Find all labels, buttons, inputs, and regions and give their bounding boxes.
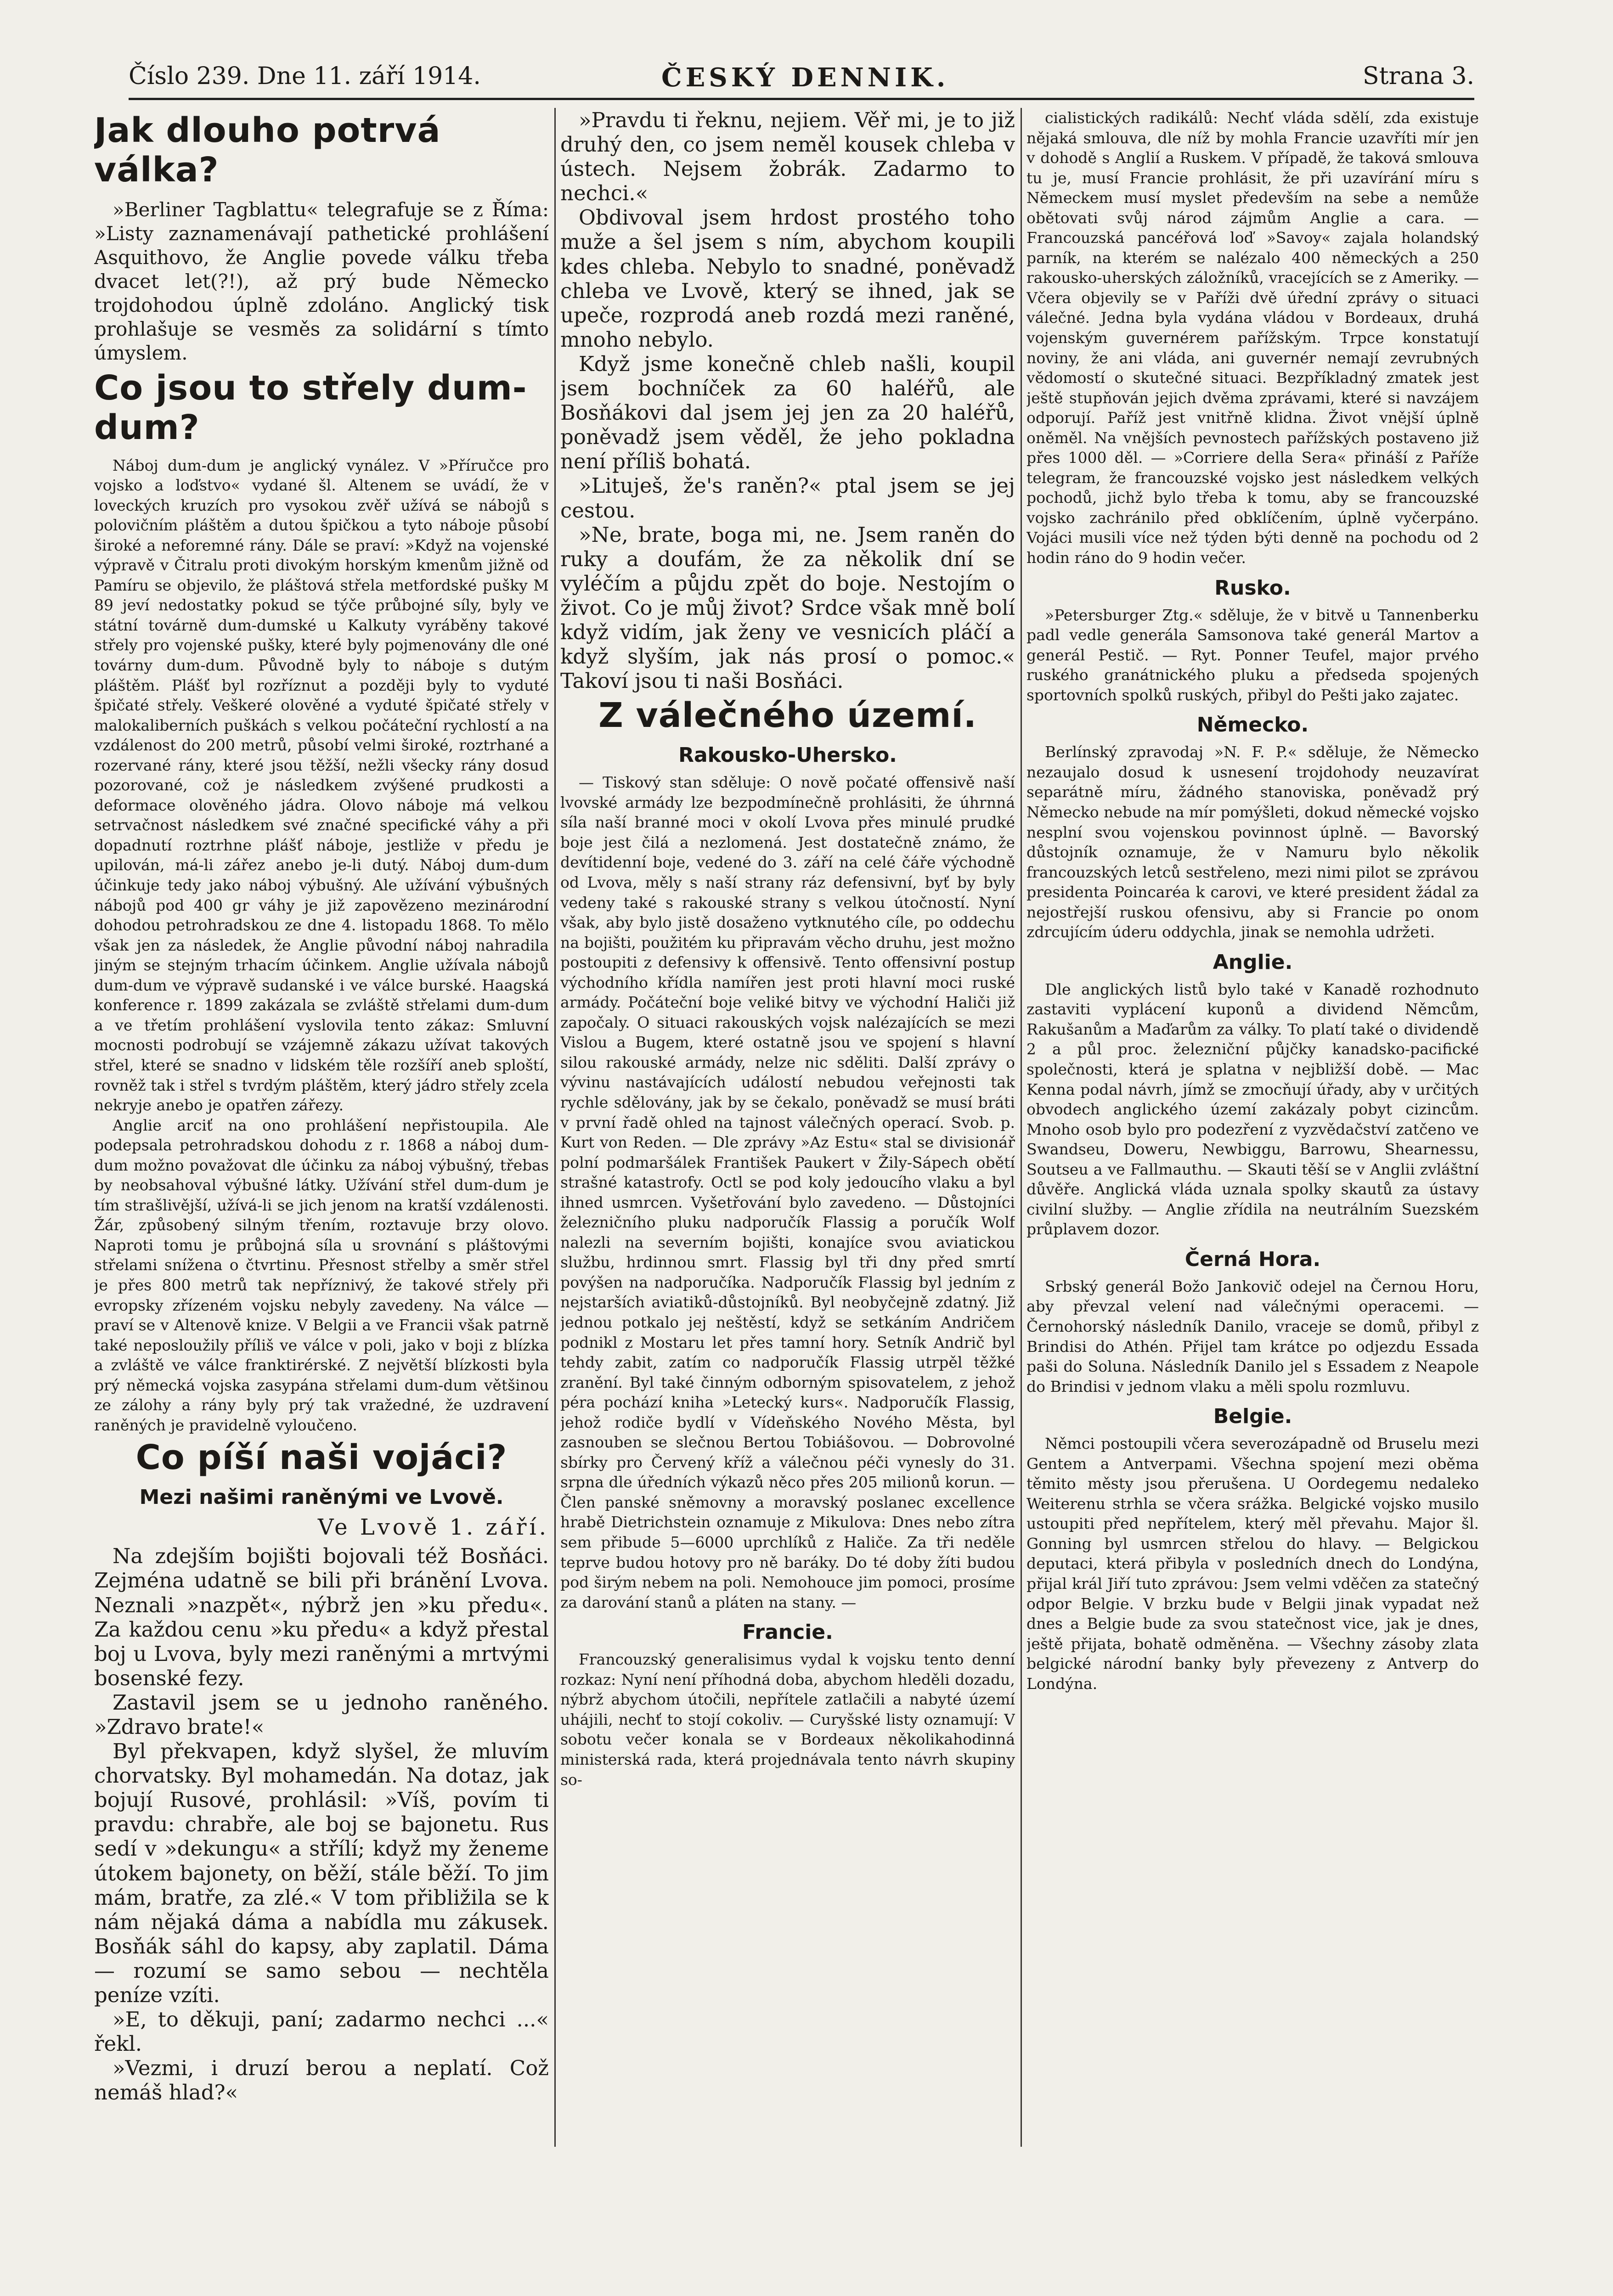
subheadline-england: Anglie. (1213, 950, 1293, 974)
article-paragraph: »E, to děkuji, paní; zadarmo nechci ...« řekl. (94, 2007, 549, 2056)
masthead (129, 54, 1474, 100)
article-paragraph: »Ne, brate, boga mi, ne. Jsem raněn do ruky a doufám, že za několik dní se vyléčím a půjdu zpět do boje. Nestojím o život. Co je můj život? Srdce však mně bolí když vidím, jak ženy ve vesnicích pláčí a když slyším, jak nás prosí o pomoc.« Takoví jsou ti naši Bosňáci. (560, 522, 1015, 693)
article-paragraph: Když jsme konečně chleb našli, koupil jsem bochníček za 60 haléřů, ale Bosňákovi dal jsem jej jen za 20 haléřů, poněvadž jsem věděl, že jeho pokladna není příliš bohatá. (560, 351, 1015, 474)
article-paragraph: Němci postoupili včera severozápadně od Bruselu mezi Gentem a Antverpami. Všechna spojení mezi oběma těmito městy jsou přerušena. U Oordegemu nedaleko Weiterenu strhla se včera srážka. Belgické vojsko musilo ustoupiti před nepřítelem, který měl převahu. Major šl. Gonning byl usmrcen střelou do hlavy. — Belgickou deputaci, která přibyla v posledních dnech do Londýna, přijal král Jiří tuto zprávou: Jsem velmi vděčen za statečný odpor Belgie. V brzku bude v Belgii jinak vypadat než dnes a Belgie bude za svou statečnost vice, jak je dnes, ještě přijata, bohatě odměněna. — Všechny zásoby zlata belgické národní banky byly převezeny z Antverp do Londýna. (1026, 1435, 1479, 1693)
article-paragraph: »Vezmi, i druzí berou a neplatí. Což nemáš hlad?« (94, 2056, 549, 2105)
subheadline-lvov: Mezi našimi raněnými ve Lvově. (139, 1486, 504, 1509)
article-paragraph: »Petersburger Ztg.« sděluje, že v bitvě u Tannenberku padl vedle generála Samsonova také generál Martov a generál Pestič. — Ryt. Ponner Teufel, major prvého ruského granátnického pluku a předseda spojených sportovních spolků ruských, přibyl do Pešti jako zajatec. (1026, 606, 1479, 704)
page-number: Strana 3. (1362, 62, 1474, 90)
issue-info: Číslo 239. Dne 11. září 1914. (129, 62, 481, 90)
column-3 (1026, 108, 1479, 2151)
article-paragraph: Zastavil jsem se u jednoho raněného. »Zdravo brate!« (94, 1690, 549, 1739)
column-1 (94, 108, 549, 2151)
column-rule (1021, 108, 1022, 2147)
article-paragraph: Náboj dum-dum je anglický vynález. V »Příručce pro vojsko a loďstvo« vydané šl. Altenem se uvádí, že v loveckých kruzích pro vysokou zvěř užívá se nábojů s polovičním pláštěm a dutou špičkou a tyto náboje působí široké a neforemné rány. Dále se praví: »Když na vojenské výpravě v Čitralu proti divokým horským kmenům jižně od Pamíru se objevilo, že pláštová střela metfordské pušky M 89 jeví nedostatky pokud se týče průbojné síly, byly ve státní továrně dum-dumské u Kalkuty vyráběny takové střely pro vojenské pušky, které byly pojmenovány dle oné továrny dum-dum. Původně byly to náboje s dutým pláštěm. Plášť byl rozříznut a později byly to vyduté špičaté střely. Veškeré olověné a vyduté špičaté střely v malokaliberních puškách s velkou počáteční rychlostí a na vzdálenost do 200 metrů, působí velmi široké, roztrhané a rozervané rány, které jsou těžší, nežli všecky rány dosud pozorované, což je následkem zvýšené prudkosti a deformace olověného jádra. Olovo náboje má velkou setrvačnost následkem své značné specifické váhy a při dopadnutí roztrhne plášť náboje, jestliže v předu je upilován, má-li zářez anebo je-li dutý. Náboj dum-dum účinkuje tedy jako náboj výbušný. Ale užívání výbušných nábojů pod 400 gr váhy je již zapovězeno mezinárodní dohodou petrohradskou ze dne 4. listopadu 1868. To mělo však jen za následek, že Anglie původní náboj nahradila jiným se stejným trhacím účinkem. Anglie užívala nábojů dum-dum ve výpravě sudanské i ve válce burské. Haagská konference r. 1899 zakázala se zvláště střelami dum-dum a ve třetím prohlášení vyslovila tento zákaz: Smluvní mocnosti podrobují se vzájemně zákazu užívat takových střel, které se snadno v lidském těle rozšíří aneb sploští, rovněž tak i střel s tvrdým pláštěm, který jádro střely zcela nekryje anebo je opatřen zářezy. (94, 456, 549, 1114)
column-rule (554, 108, 556, 2147)
article-paragraph: — Tiskový stan sděluje: O nově počaté offensivě naší lvovské armády lze bezpodmínečně prohlásiti, že úhrnná síla naší branné moci v okolí Lvova přes minulé prudké boje jest čilá a nezlomená. Jest dostatečně známo, že devítidenní boje, vedené do 3. září na celé čáře východně od Lvova, měly s naší strany ráz defensivní, byť by byly vedeny také s rakouské strany s velkou útočností. Nyní však, aby bylo jistě dosaženo vytknutého cíle, po oddechu na bojišti, použitém ku připravám věcho druhu, jest možno postoupiti z defensivy k offensivě. Tento offensivní postup východního křídla namířen jest proti hlavní moci ruské armády. Počáteční boje veliké bitvy ve východní Haliči již započaly. O situaci rakouských vojsk nalézajících se mezi Vislou a Bugem, které ostatně jsou ve spojení s hlavní silou rakouské armády, nelze nic sděliti. Další zprávy o vývinu nastávajících událostí nebudou veřejnosti tak rychle sdělovány, jak by se čekalo, poněvadž se musí bráti v první řadě ohled na tajnost válečných operací. Svob. p. Kurt von Reden. — Dle zprávy »Az Estu« stal se divisionář polní podmaršálek František Paukert v Žily-Sápech obětí strašné katastrofy. Octl se pod koly jedoucího vlaku a byl ihned usmrcen. Vyšetřování bylo zavedeno. — Důstojníci železničního pluku nadporučík Flassig a poručík Wolf nalezli na severním bojišti, konajíce svou aviatickou službu, hrdinnou smrt. Flassig byl tři dny před smrtí povýšen na nadporučíka. Nadporučík Flassig byl jedním z nejstarších aviatiků-důstojníků. Byl neobyčejně zdatný. Již jednou potkalo jej neštěstí, když se setkáním Andričem podnikl z Mostaru let přes tamní hory. Setník Andrič byl tehdy zabit, zatím co nadporučík Flassig utrpěl těžké zranění. Byl také činným odborným spisovatelem, z jehož péra pochází kniha »Letecký kurs«. Nadporučík Flassig, jehož rodiče bydlí v Vídeňského Nového Města, byl zasnouben se slečnou Bertou Tobiášovou. — Dobrovolné sbírky pro Červený kříž a válečnou péči vynesly do 31. srpna dle úředních výkazů něco přes 205 milionů korun. — Člen panské sněmovny a moravský poslanec excellence hrabě Dietrichstein oznamuje z Mikulova: Dnes nebo zítra sem přibude 5—6000 uprchlíků z Haliče. Za tři neděle teprve budou hotovy pro ně baráky. Do té doby žíti budou pod širým nebem na poli. Nemohouce jim pomoci, prosíme za darování stanů a pláten na stany. — (560, 773, 1015, 1611)
dateline: Ve Lvově 1. září. (317, 1514, 549, 1541)
subheadline-montenegro: Černá Hora. (1184, 1247, 1321, 1271)
article-paragraph: Byl překvapen, když slyšel, že mluvím chorvatsky. Byl mohamedán. Na dotaz, jak bojují Rusové, prohlásil: »Víš, povím ti pravdu: chrabře, ale boj se bajonetu. Rus sedí v »dekungu« a střílí; když my ženeme útokem bajonety, on běží, stále běží. To jim mám, bratře, za zlé.« V tom přibližila se k nám nějaká dáma a nabídla mu zákusek. Bosňák sáhl do kapsy, aby zaplatil. Dáma — rozumí se samo sebou — nechtěla peníze vzíti. (94, 1739, 549, 2008)
article-paragraph: Francouzský generalisimus vydal k vojsku tento denní rozkaz: Nyní není příhodná doba, abychom hleděli dozadu, nýbrž abychom útočili, nepřítele zatlačili a nabyté území uhájili, nechť to stojí cokoliv. — Curyšské listy oznamují: V sobotu večer konala se v Bordeaux několikahodinná ministerská rada, která projednávala tento návrh skupiny so- (560, 1650, 1015, 1789)
subheadline-belgium: Belgie. (1213, 1405, 1292, 1429)
article-paragraph: Obdivoval jsem hrdost prostého toho muže a šel jsem s ním, abychom koupili kdes chleba. Nebylo to snadné, poněvadž chleba ve Lvově, který se ihned, jak se upeče, rozprodá aneb rozdá mezi raněné, mnoho nebylo. (560, 205, 1015, 352)
subheadline-germany: Německo. (1196, 713, 1309, 737)
subheadline-russia: Rusko. (1214, 576, 1291, 600)
article-paragraph: Na zdejším bojišti bojovali též Bosňáci. Zejména udatně se bili při bránění Lvova. Neznali »nazpět«, nýbrž jen »ku předu«. Za každou cenu »ku předu« a když přestal boj u Lvova, byly mezi raněnými a mrtvými bosenské fezy. (94, 1544, 549, 1690)
article-paragraph: Dle anglických listů bylo také v Kanadě rozhodnuto zastaviti vyplácení kuponů a dividend Němcům, Rakušanům a Maďarům za války. To platí také o dividendě 2 a půl proc. železniční půjčky kanadsko-pacifické společnosti, která je splatna v nejbližší době. — Mac Kenna podal návrh, jímž se zmocňují úřady, aby v určitých obvodech anglického území zakázaly pobyt cizincům. Mnoho osob bylo pro podezření z vyzvědačství zatčeno ve Swandseu, Doweru, Newbiggu, Barrowu, Shearnessu, Soutseu a ve Fallmauthu. — Skauti těší se v Anglii zvláštní důvěře. Anglická vláda uznala spolky skautů za ústavy civilní služby. — Anglie zřídila na neutrálním Suezském průplavem dozor. (1026, 980, 1479, 1238)
article-paragraph: Berlínský zpravodaj »N. F. P.« sděluje, že Německo nezaujalo dosud k usnesení trojdohody neuzavírat separátně míru, žádného stanoviska, poněvadž prý Německo nebude na mír pomýšleti, dokud německé vojsko nesplní svou vojenskou povinnost úplně. — Bavorský důstojník oznamuje, že v Namuru bylo několik francouzských letců sestřeleno, mezi nimi pilot se zprávou presidenta Poincaréa k carovi, ve které president žádal za nejostřejší ruskou ofensivu, aby si Francie po onom zdrcujícím úderu oddychla, jinak se nemohla udržeti. (1026, 743, 1479, 941)
headline-dum-dum: Co jsou to střely dum-dum? (94, 368, 527, 447)
article-paragraph: »Berliner Tagblattu« telegrafuje se z Říma: »Listy zaznamenávají pathetické prohlášení Asquithovo, že Anglie povede válku třeba dvacet let(?!), až prý bude Německo trojdohodou úplně zdoláno. Anglický tisk prohlašuje se vesměs za solidární s tímto úmyslem. (94, 198, 549, 365)
article-paragraph: cialistických radikálů: Nechť vláda sdělí, zda existuje nějaká smlouva, dle níž by mohla Francie uzavříti mír jen v dohodě s Anglií a Ruskem. V případě, že taková smlouva tu je, musí Francie prohlásit, že při uzavírání míru s Německem musí myslet především na sebe a nemůže obětovati svůj národ zájmům Anglie a cara. — Francouzská pancéřová loď »Savoy« zajala holandský parník, na kterém se nalézalo 400 německých a 250 rakousko-uherských záložníků, vracejících se z Ameriky. — Včera objevily se v Paříži dvě úřední zprávy o situaci válečné. Jedna byla vydána vládou v Bordeaux, druhá vojenským guvernérem pařížským. Trpce konstatují noviny, že ani vláda, ani guvernér nemají zevrubných vědomostí o skutečné situaci. Bezpříkladný zmatek jest ještě stupňován jejich dvěma zprávami, které si navzájem odporují. Paříž jest vnitřně klidna. Život vnější úplně oněměl. Na vnějších pevnostech pařížských postaveno již přes 1000 děl. — »Corriere della Sera« přináší z Paříže telegram, že francouzské vojsko jest následkem velkých pochodů, jichž bylo třeba k tomu, aby se francouzské vojsko zachránilo před obklíčením, úplně vyčerpáno. Vojáci musili více než týden býti denně na pochodu od 2 hodin ráno do 9 hodin večer. (1026, 109, 1479, 567)
article-paragraph: »Lituješ, že's raněn?« ptal jsem se jej cestou. (560, 473, 1015, 523)
article-paragraph: Srbský generál Božo Jankovič odejel na Černou Horu, aby převzal velení nad válečnými operacemi. — Černohorský následník Danilo, vraceje se domů, přibyl z Brindisi do Athén. Přijel tam krátce po odjezdu Essada paši do Soluna. Následník Danilo jel s Essadem z Neapole do Brindisi v jednom vlaku a měli spolu rozmluvu. (1026, 1277, 1479, 1396)
newspaper-title: ČESKÝ DENNIK. (661, 62, 949, 93)
column-2 (560, 108, 1015, 2151)
article-paragraph: Anglie arciť na ono prohlášení nepřistoupila. Ale podepsala petrohradskou dohodu z r. 1868 a náboj dum-dum možno považovat dle účinku za náboj výbušný, třebas by neobsahoval výbušné látky. Užívání střel dum-dum je tím strašlivější, užívá-li se jich jenom na kratší vzdálenosti. Žár, způsobený silným třením, roztavuje brzy olovo. Naproti tomu je průbojná síla u srovnání s pláštovými střelami snížena o čtvrtinu. Přesnost střelby a směr střel je přes 800 metrů tak nepříznivý, že takové střely při evropsky zřízeném vojsku nebyly zavedeny. Na válce — praví se v Altenově knize. V Belgii a ve Francii však patrně také neposloužily příliš ve válce v poli, jako v boji z blízka a zvláště ve válce franktirérské. Z největší blízkosti byla prý německá vojska zasypána střelami dum-dum většinou ze zálohy a rány byly prý tak vražedné, že uzdravení raněných je pravidelně vyloučeno. (94, 1116, 549, 1434)
article-paragraph: »Pravdu ti řeknu, nejiem. Věř mi, je to již druhý den, co jsem neměl kousek chleba v ústech. Nejsem žobrák. Zadarmo to nechci.« (560, 108, 1015, 206)
headline-soldiers-write: Co píší naši vojáci? (135, 1438, 508, 1478)
subheadline-austria-hungary: Rakousko-Uhersko. (678, 743, 897, 767)
headline-war-zone: Z válečného území. (598, 696, 977, 736)
headline-war-duration: Jak dlouho potrvá válka? (94, 111, 441, 190)
subheadline-france: Francie. (742, 1621, 833, 1644)
